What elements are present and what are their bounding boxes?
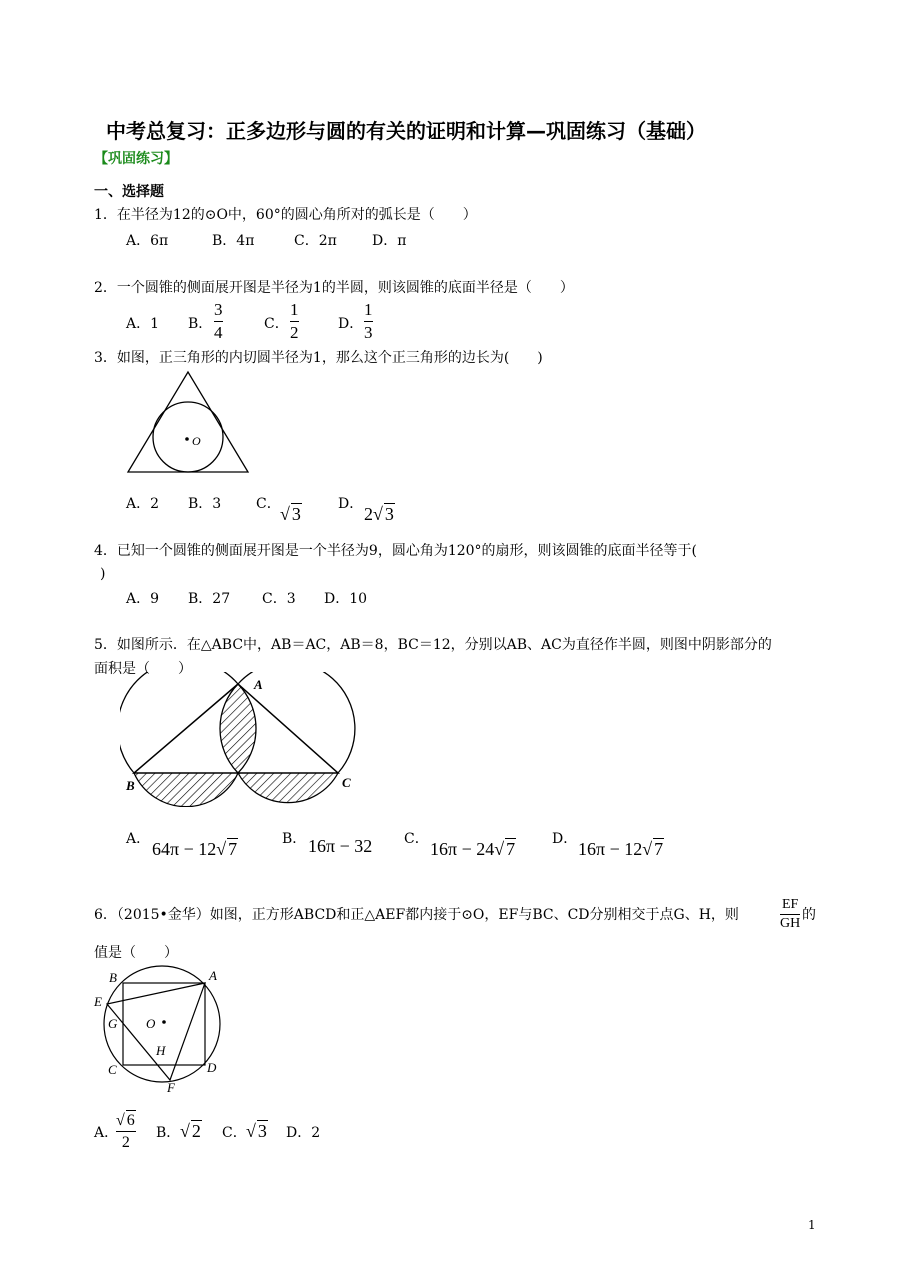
q5-option-d-expr: 16π − 12√ 7: [578, 839, 664, 859]
q2-option-d: D．: [338, 316, 364, 332]
label-o: O: [146, 1016, 156, 1031]
q3-triangle-figure: [120, 368, 260, 478]
q4-stem: 4．已知一个圆锥的侧面展开图是一个半径为9，圆心角为120°的扇形，则该圆锥的底面半径等于(: [94, 543, 697, 559]
label-e: E: [94, 994, 102, 1009]
q1-option-b: B．4π: [212, 233, 255, 249]
q5-option-d: D．: [552, 831, 578, 847]
q2-option-c-fraction: [290, 300, 299, 343]
q2-d-numerator: 1: [364, 300, 373, 319]
shaded-region-left: [134, 773, 238, 807]
label-b: B: [126, 778, 135, 793]
q1-option-c: C．2π: [294, 233, 337, 249]
q1-stem: 1．在半径为12的⊙O中，60°的圆心角所对的弧长是（ ）: [94, 207, 477, 223]
q3-option-d-radical: 2√ 3: [364, 504, 394, 524]
q2-c-denominator: 2: [290, 323, 299, 342]
q5-option-c: C．: [404, 831, 429, 847]
q6-fraction: [780, 897, 800, 932]
shaded-lens: [220, 684, 256, 773]
label-c: C: [108, 1062, 117, 1077]
q5-option-c-expr: 16π − 24√ 7: [430, 839, 516, 859]
q6-option-d: D．2: [286, 1125, 321, 1141]
q3-option-c: C．: [256, 496, 281, 512]
q2-option-c: C．: [264, 316, 289, 332]
q2-stem: 2．一个圆锥的侧面展开图是半径为1的半圆，则该圆锥的底面半径是（ ）: [94, 280, 574, 296]
q6-stem-cont: 值是（ ）: [94, 945, 178, 961]
q6-frac-numerator: EF: [781, 897, 799, 912]
q2-option-b: B．: [188, 316, 213, 332]
q2-d-denominator: 3: [364, 323, 373, 342]
page-title: 中考总复习：正多边形与圆的有关的证明和计算—巩固练习（基础）: [106, 119, 706, 143]
q2-c-numerator: 1: [290, 300, 299, 319]
q2-option-b-fraction: [214, 300, 223, 343]
q5-option-a: A．: [126, 831, 151, 847]
label-c: C: [342, 775, 351, 790]
q3-option-a: A．2: [126, 496, 160, 512]
q6-option-a: A．: [94, 1125, 119, 1141]
q4-option-b: B．27: [188, 591, 231, 607]
q3-option-d: D．: [338, 496, 364, 512]
label-o: O: [192, 434, 201, 448]
center-o-point: [162, 1020, 166, 1024]
q6-a-numerator: √ 6: [116, 1112, 135, 1129]
label-a: A: [254, 677, 263, 692]
label-h: H: [156, 1043, 166, 1058]
q6-option-c: C．: [222, 1125, 247, 1141]
q2-b-denominator: 4: [214, 323, 223, 342]
q4-option-c: C．3: [262, 591, 296, 607]
page-number: 1: [808, 1218, 816, 1232]
label-d: D: [207, 1060, 217, 1075]
q1-option-d: D．π: [372, 233, 407, 249]
q2-option-d-fraction: [364, 300, 373, 343]
q6-option-b-radical: √ 2: [180, 1121, 201, 1141]
q5-stem: 5．如图所示．在△ABC中，AB＝AC，AB＝8，BC＝12，分别以AB、AC为直径作半圆，则图中阴影部分的: [94, 637, 772, 653]
part-heading: 一、选择题: [94, 184, 164, 200]
q6-option-c-radical: √ 3: [246, 1121, 267, 1141]
q6-stem: 6．（2015•金华）如图，正方形ABCD和正△AEF都内接于⊙O，EF与BC、CD分别相交于点G、H，则: [94, 907, 739, 923]
q2-option-a: A．1: [126, 316, 160, 332]
q3-option-c-radical: √ 3: [280, 504, 301, 524]
q3-stem: 3．如图，正三角形的内切圆半径为1，那么这个正三角形的边长为( ): [94, 350, 543, 366]
q4-option-a: A．9: [126, 591, 160, 607]
center-point: [185, 437, 189, 441]
q5-stem-cont: 面积是（ ）: [94, 661, 192, 677]
q6-figure: [90, 962, 230, 1097]
q6-option-b: B．: [156, 1125, 181, 1141]
q6-stem-end: 的: [802, 907, 816, 923]
incircle: [153, 402, 223, 472]
q6-option-a-fraction: [116, 1110, 136, 1152]
equilateral-triangle: [128, 372, 248, 472]
q3-option-b: B．3: [188, 496, 222, 512]
q6-frac-denominator: GH: [780, 916, 801, 931]
label-b: B: [109, 970, 117, 985]
q4-option-d: D．10: [324, 591, 368, 607]
q1-option-a: A．6π: [126, 233, 169, 249]
label-f: F: [167, 1080, 175, 1095]
q6-a-denominator: 2: [121, 1134, 130, 1151]
label-a: A: [209, 968, 217, 983]
section-tag: 【巩固练习】: [94, 151, 178, 167]
q2-b-numerator: 3: [214, 300, 223, 319]
q5-figure: [120, 672, 360, 807]
label-g: G: [108, 1016, 118, 1031]
q5-option-b: B．: [282, 831, 307, 847]
shaded-region-right: [238, 773, 338, 803]
q5-option-a-expr: 64π − 12√ 7: [152, 839, 238, 859]
q5-option-b-expr: 16π − 32: [308, 836, 373, 856]
q4-stem-cont: ): [100, 566, 106, 582]
